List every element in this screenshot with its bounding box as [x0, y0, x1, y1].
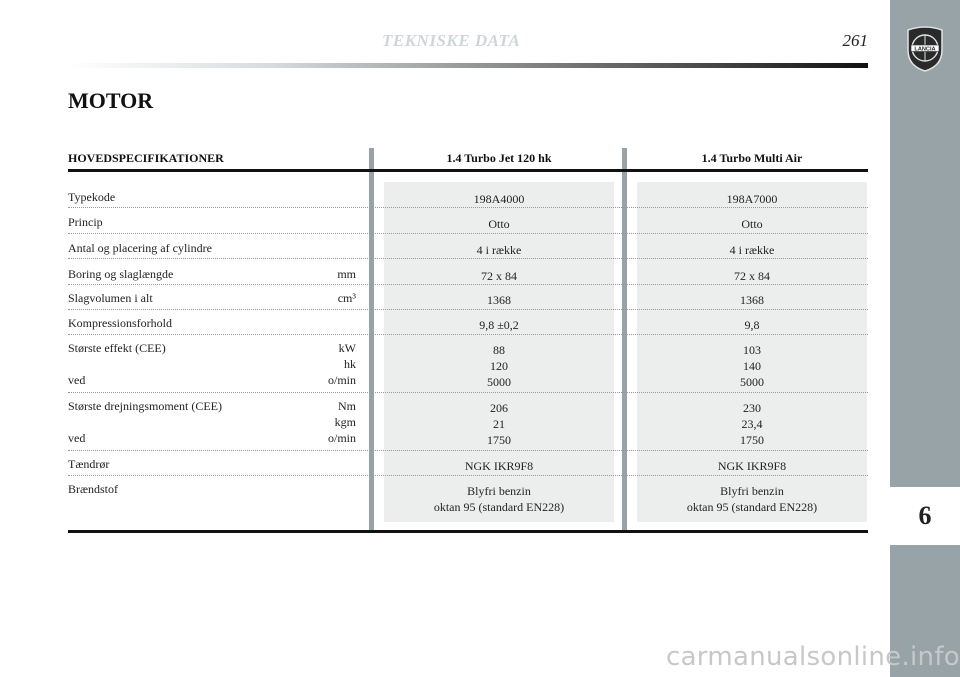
- row-value-col-2: 72 x 84: [734, 269, 770, 283]
- row-value-col-1: 198A4000: [473, 192, 525, 206]
- chapter-number: 6: [918, 501, 932, 530]
- row-value-col-1: 88 120 5000: [487, 343, 511, 389]
- row-units: cm³: [337, 291, 356, 305]
- row-label: Typekode: [68, 190, 116, 204]
- row-label: Største effekt (CEE) ved: [68, 341, 166, 387]
- row-value-col-1: 1368: [487, 293, 511, 307]
- watermark: carmanualsonline.info: [665, 642, 960, 672]
- row-label: Tændrør: [68, 457, 110, 471]
- section-title: MOTOR: [68, 88, 154, 113]
- row-units: Nm kgm o/min: [327, 399, 356, 445]
- row-label: Antal og placering af cylindre: [68, 241, 212, 255]
- row-divider: [68, 450, 868, 451]
- row-value-col-1: Blyfri benzin oktan 95 (standard EN228): [433, 484, 565, 514]
- lancia-logo-icon: [905, 26, 945, 72]
- table-top-rule: [68, 169, 868, 172]
- row-value-col-2: 230 23,4 1750: [740, 401, 764, 447]
- row-divider: [68, 207, 868, 208]
- row-value-col-2: NGK IKR9F8: [717, 459, 787, 473]
- row-label: Boring og slaglængde: [68, 267, 174, 281]
- side-strip: [890, 0, 960, 677]
- row-value-col-1: 4 i række: [476, 243, 522, 257]
- row-label: Største drejningsmoment (CEE) ved: [68, 399, 222, 445]
- table-header-col-1: 1.4 Turbo Jet 120 hk: [446, 151, 552, 165]
- row-label: Brændstof: [68, 482, 119, 496]
- row-value-col-2: Blyfri benzin oktan 95 (standard EN228): [686, 484, 818, 514]
- row-value-col-2: Otto: [741, 217, 763, 231]
- row-divider: [68, 392, 868, 393]
- row-divider: [68, 284, 868, 285]
- page-header-title: TEKNISKE DATA: [382, 31, 521, 50]
- row-units: kW hk o/min: [327, 341, 356, 387]
- page-number: 261: [842, 31, 868, 50]
- row-value-col-2: 9,8: [744, 318, 760, 332]
- row-value-col-1: 206 21 1750: [487, 401, 511, 447]
- row-label: Princip: [68, 215, 103, 229]
- row-units: mm: [337, 267, 356, 281]
- chapter-tab[interactable]: [890, 487, 960, 545]
- row-value-col-2: 198A7000: [726, 192, 778, 206]
- row-value-col-2: 1368: [740, 293, 764, 307]
- row-value-col-1: Otto: [488, 217, 510, 231]
- row-divider: [68, 309, 868, 310]
- row-divider: [68, 258, 868, 259]
- row-divider: [68, 233, 868, 234]
- row-divider: [68, 334, 868, 335]
- table-header-label: HOVEDSPECIFIKATIONER: [68, 151, 224, 165]
- row-value-col-1: 9,8 ±0,2: [479, 318, 519, 332]
- table-bottom-rule: [68, 530, 868, 533]
- logo-text: LANCIA: [914, 46, 936, 53]
- table-header-col-2: 1.4 Turbo Multi Air: [701, 151, 803, 165]
- row-value-col-1: 72 x 84: [481, 269, 517, 283]
- row-label: Kompressionsforhold: [68, 316, 172, 330]
- row-divider: [68, 475, 868, 476]
- row-value-col-2: 103 140 5000: [740, 343, 764, 389]
- header-divider: [68, 63, 868, 68]
- row-value-col-2: 4 i række: [729, 243, 775, 257]
- row-label: Slagvolumen i alt: [68, 291, 153, 305]
- row-value-col-1: NGK IKR9F8: [464, 459, 534, 473]
